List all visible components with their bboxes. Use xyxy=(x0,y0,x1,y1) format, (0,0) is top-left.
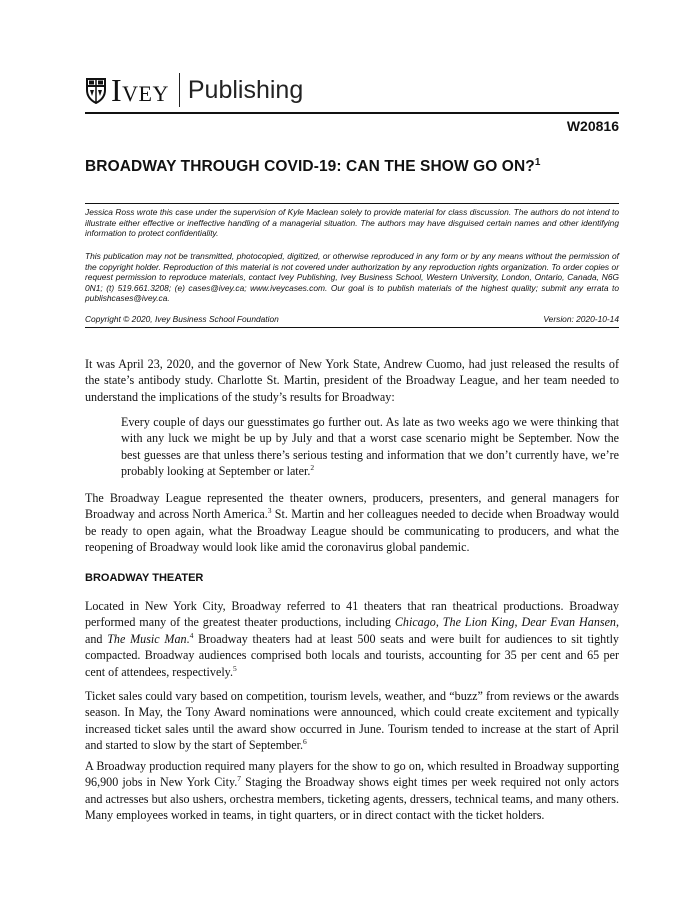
title-footnote-marker: 1 xyxy=(534,157,541,168)
copyright-row xyxy=(85,314,619,324)
logo-divider xyxy=(179,73,180,107)
footnote-marker-4: 4 xyxy=(189,630,194,640)
theater-text-b: Broadway theaters had at least 500 seats and were built for audiences to sit tightly compacted. Broadway audiences comprised both locals and tourists, accounting for 35 per cent and 65 per cent of attendees, respectively. xyxy=(85,631,619,679)
authorship-disclaimer: Jessica Ross wrote this case under the supervision of Kyle Maclean solely to provide material for class discussion. The authors do not intend to illustrate either effective or ineffective handling of a managerial situation. The authors may have disguised certain names and other identifying information to protect confidentiality. xyxy=(85,207,619,239)
show-title: The Lion King xyxy=(442,615,515,630)
block-quote xyxy=(121,414,619,480)
separator: , and xyxy=(85,615,620,646)
ticket-sales-paragraph xyxy=(85,688,619,754)
footnote-marker-5: 5 xyxy=(232,663,237,673)
separator: . xyxy=(186,631,190,646)
footnote-marker-3: 3 xyxy=(267,506,272,516)
case-number: W20816 xyxy=(566,118,619,134)
disclaimer-top-rule xyxy=(85,203,619,204)
production-text-a: A Broadway production required many players for the show to go on, which resulted in Broadway supporting 96,900 jobs in New York City. xyxy=(85,759,619,790)
section-heading: BROADWAY THEATER xyxy=(85,572,204,584)
crest-icon xyxy=(85,76,107,104)
show-title: The Music Man xyxy=(107,631,187,646)
publishing-label: Publishing xyxy=(187,76,304,104)
footnote-marker-7: 7 xyxy=(237,774,242,784)
ticket-sales-text: Ticket sales could vary based on competition, tourism levels, weather, and “buzz” from reviews or the awards season. In May, the Tony Award nominations were announced, which could create excitement and typically increased ticket sales until the award show occurred in June. Tourism tended to increase at the start of April and started to slow by the start of September. xyxy=(85,689,619,753)
version-line: Version: 2020-10-14 xyxy=(543,314,619,324)
footnote-marker-6: 6 xyxy=(302,737,307,747)
ivey-publishing-logo xyxy=(85,70,303,110)
theater-paragraph xyxy=(85,598,619,680)
quote-text: Every couple of days our guesstimates go further out. As late as two weeks ago we were thinking that with any luck we might be up by July and that a worst case scenario might be September. Now the best guesses are that unless there’s serious testing and information that we don’t currently have, we’re probably looking at September or later. xyxy=(121,415,619,479)
theater-text-a: Located in New York City, Broadway referred to 41 theaters that ran theatrical productions. Broadway performed many of the greatest theater productions, including xyxy=(85,599,619,630)
show-title: Chicago xyxy=(394,615,436,630)
brand-name: Ivey xyxy=(111,72,169,108)
copyright-notice: This publication may not be transmitted, photocopied, digitized, or otherwise reproduced in any form or by any means without the permission of the copyright holder. Reproduction of this material is not covered under authorization by any reproduction rights organization. To order copies or request permission to reproduce materials, contact Ivey Publishing, Ivey Business School, Western University, London, Ontario, Canada, N6G 0N1; (t) 519.661.3208; (e) cases@ivey.ca; www.iveycases.com. Our goal is to publish materials of the highest quality; submit any errata to publishcases@ivey.ca. xyxy=(85,251,619,304)
case-title-text: BROADWAY THROUGH COVID-19: CAN THE SHOW GO ON? xyxy=(85,158,535,176)
header-rule xyxy=(85,112,619,114)
league-paragraph xyxy=(85,490,619,556)
league-text-b: St. Martin and her colleagues needed to decide when Broadway would be ready to open again, what the Broadway League should be communicating to producers, and what the reopening of Broadway would look like amid the coronavirus global pandemic. xyxy=(85,507,619,555)
show-title: Dear Evan Hansen xyxy=(521,615,616,630)
league-text-a: The Broadway League represented the theater owners, producers, presenters, and general managers for Broadway and across North America. xyxy=(85,491,619,522)
intro-paragraph: It was April 23, 2020, and the governor of New York State, Andrew Cuomo, had just released the results of the state’s antibody study. Charlotte St. Martin, president of the Broadway League, and her team needed to understand the implications of the study’s results for Broadway: xyxy=(85,357,619,404)
production-text-b: Staging the Broadway shows eight times per week required not only actors and actresses but also ushers, orchestra members, ticketing agents, dressers, technical teams, and many others. Many employees worked in teams, in tight quarters, or in direct contact with the ticket holders. xyxy=(85,775,619,823)
copyright-line: Copyright © 2020, Ivey Business School Foundation xyxy=(85,314,279,324)
separator: , xyxy=(514,615,522,630)
case-title xyxy=(85,157,541,176)
production-paragraph xyxy=(85,758,619,824)
footnote-marker-2: 2 xyxy=(310,463,315,473)
disclaimer-bottom-rule xyxy=(85,327,619,328)
separator: , xyxy=(435,615,443,630)
